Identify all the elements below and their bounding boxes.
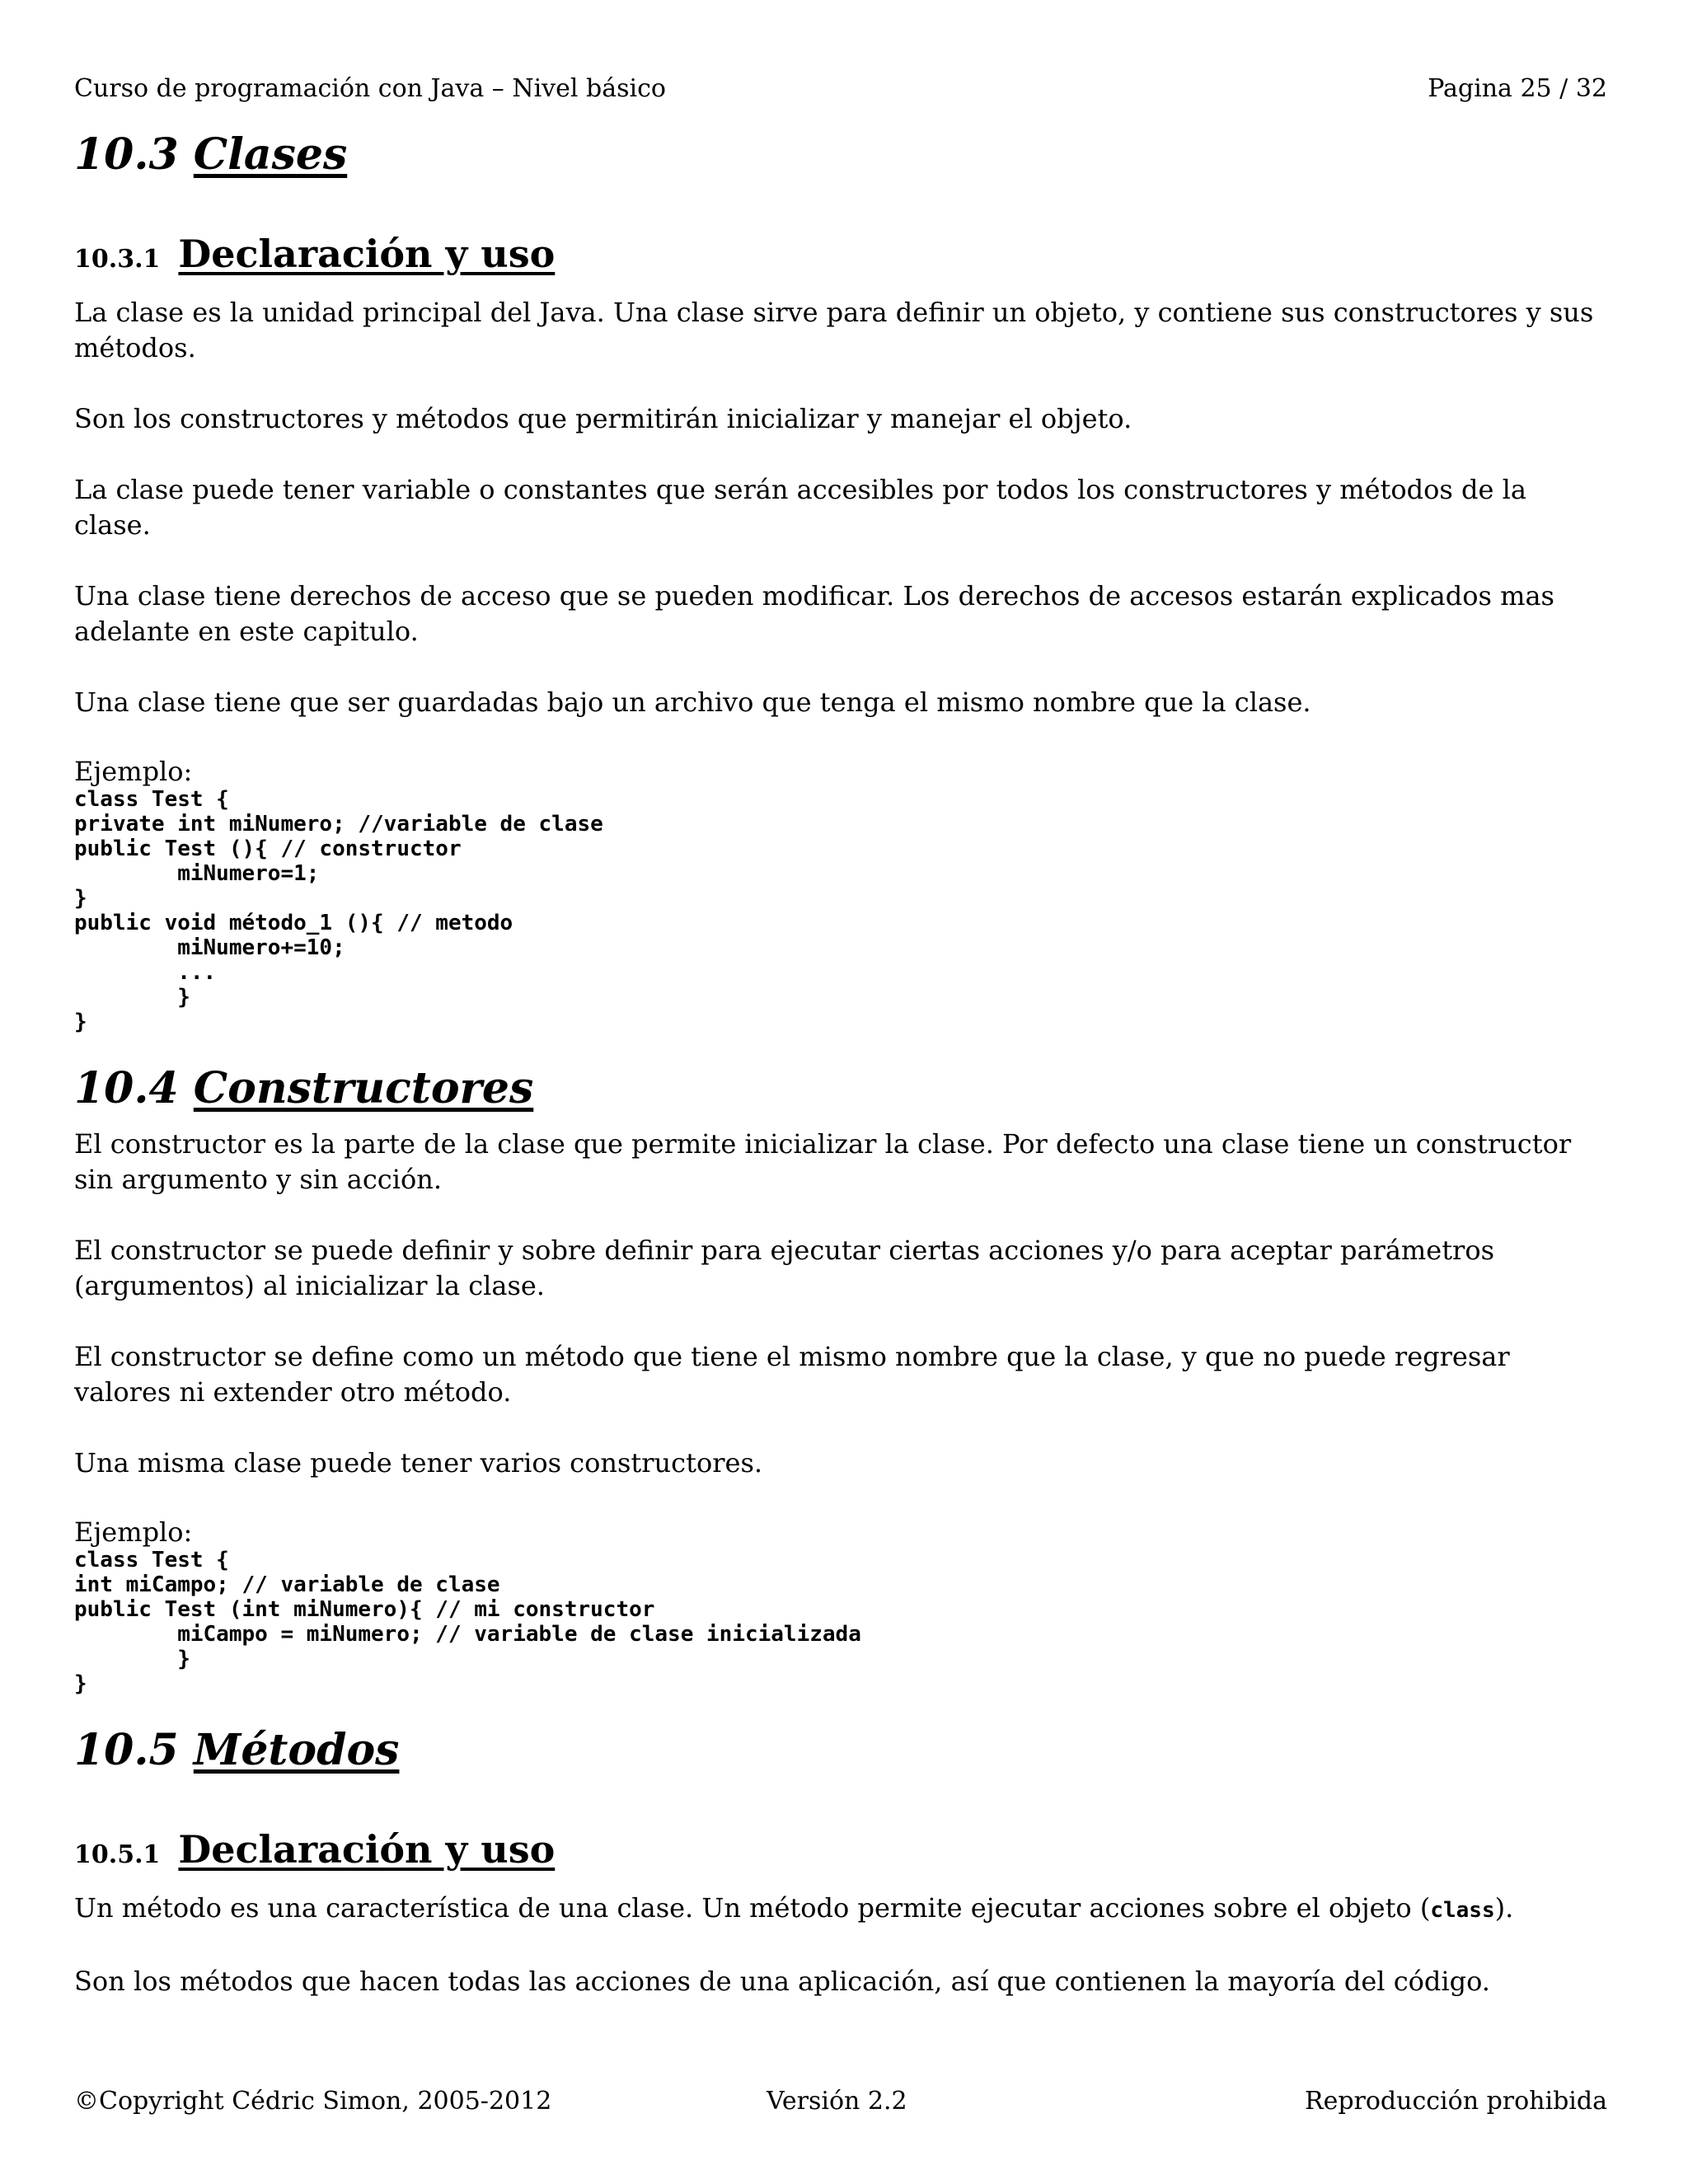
paragraph	[74, 1891, 1607, 1929]
subsection-heading-10-3-1	[74, 229, 1607, 287]
section-number: 10.4	[74, 1063, 179, 1113]
section-title: Métodos	[193, 1725, 400, 1775]
section-number: 10.3	[74, 129, 179, 180]
header-course-title: Curso de programación con Java – Nivel básico	[74, 74, 666, 103]
section-number: 10.5	[74, 1725, 179, 1775]
paragraph: Una clase tiene que ser guardadas bajo un archivo que tenga el mismo nombre que la clase.	[74, 687, 1311, 718]
section-heading-10-5	[74, 1724, 1607, 1777]
paragraph: Son los métodos que hacen todas las acciones de una aplicación, así que contienen la mayoría del código.	[74, 1966, 1490, 1997]
subsection-title: Declaración y uso	[178, 232, 556, 276]
paragraph: El constructor se puede definir y sobre definir para ejecutar ciertas acciones y/o para aceptar parámetros (argumentos) al inicializar la clase.	[74, 1235, 1495, 1301]
subsection-number: 10.3.1	[74, 245, 161, 274]
paragraph: El constructor se define como un método que tiene el mismo nombre que la clase, y que no puede regresar valores ni extender otro método.	[74, 1341, 1510, 1408]
document-page	[74, 0, 1607, 2184]
example-label: Ejemplo:	[74, 1516, 193, 1548]
footer-rights: Reproducción prohibida	[1304, 2087, 1607, 2116]
section-title: Constructores	[193, 1063, 534, 1113]
code-block-class: class Test { private int miNumero; //variable de clase public Test (){ // constructor miNumero=1; } public void método_1 (){ // metodo miNumero+=10; ... } }	[74, 787, 603, 1034]
section-heading-10-3	[74, 129, 1607, 181]
section-heading-10-4	[74, 1062, 1607, 1115]
paragraph: El constructor es la parte de la clase que permite inicializar la clase. Por defecto una clase tiene un constructor sin argumento y sin acción.	[74, 1128, 1572, 1195]
paragraph-text: ).	[1494, 1892, 1514, 1924]
example-label: Ejemplo:	[74, 756, 193, 787]
paragraph-text: Un método es una característica de una clase. Un método permite ejecutar acciones sobre el objeto (	[74, 1892, 1431, 1924]
footer-version: Versión 2.2	[767, 2087, 907, 2116]
paragraph: La clase es la unidad principal del Java. Una clase sirve para definir un objeto, y contiene sus constructores y sus métodos.	[74, 297, 1594, 363]
subsection-title: Declaración y uso	[178, 1827, 556, 1872]
page-content	[74, 124, 1607, 1999]
paragraph: Son los constructores y métodos que permitirán inicializar y manejar el objeto.	[74, 403, 1132, 434]
code-block-constructor: class Test { int miCampo; // variable de clase public Test (int miNumero){ // mi constructor miCampo = miNumero; // variable de clase inicializada } }	[74, 1548, 861, 1696]
inline-code: class	[1430, 1898, 1495, 1923]
paragraph: La clase puede tener variable o constantes que serán accesibles por todos los constructores y métodos de la clase.	[74, 474, 1526, 541]
footer-copyright: ©Copyright Cédric Simon, 2005-2012	[74, 2087, 552, 2116]
subsection-number: 10.5.1	[74, 1840, 161, 1869]
paragraph: Una misma clase puede tener varios constructores.	[74, 1447, 763, 1479]
section-title: Clases	[193, 129, 348, 180]
header-page-number: Pagina 25 / 32	[1428, 74, 1607, 103]
paragraph: Una clase tiene derechos de acceso que se pueden modificar. Los derechos de accesos estarán explicados mas adelante en este capitulo.	[74, 580, 1554, 647]
subsection-heading-10-5-1	[74, 1825, 1607, 1882]
